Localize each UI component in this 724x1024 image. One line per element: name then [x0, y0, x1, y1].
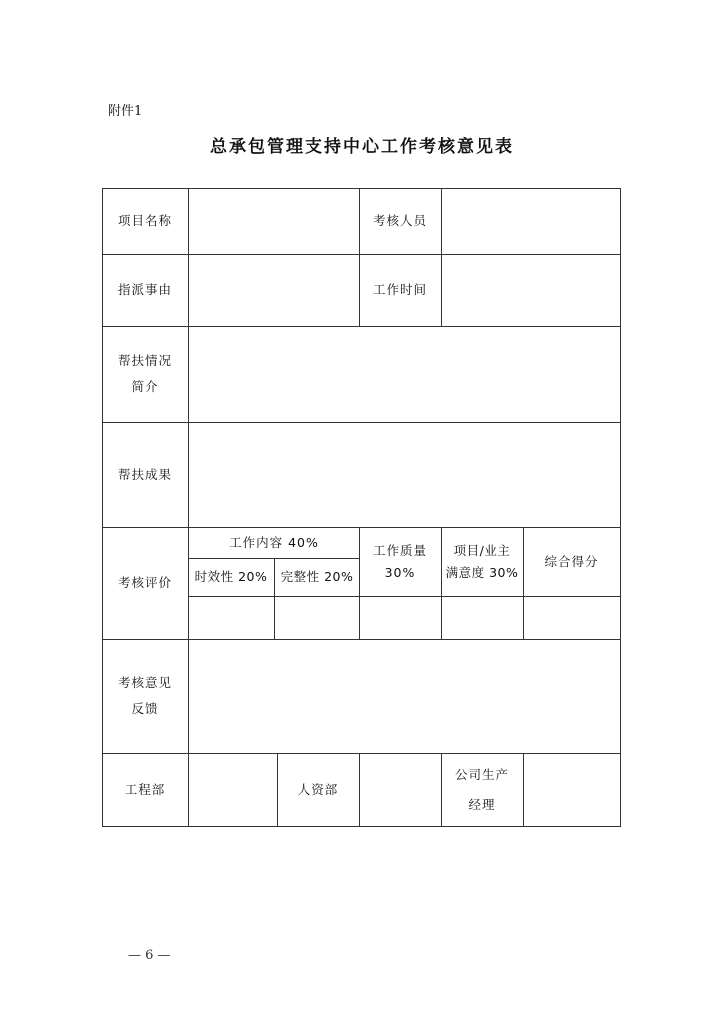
- engineering-dept-signature-field[interactable]: [189, 754, 277, 826]
- completeness-score-field[interactable]: [275, 597, 359, 639]
- page-title: 总承包管理支持中心工作考核意见表: [210, 137, 514, 157]
- assessor-field[interactable]: [442, 189, 620, 254]
- assignment-reason-label: 指派事由: [117, 282, 172, 297]
- engineering-dept-label: 工程部: [124, 781, 166, 797]
- hr-dept-label: 人资部: [297, 781, 339, 797]
- support-summary-label-line2: 简介: [131, 379, 159, 394]
- work-quality-header-line2: 30%: [384, 564, 416, 580]
- timeliness-header: 时效性 20%: [194, 569, 268, 584]
- support-summary-label-line1: 帮扶情况: [117, 353, 172, 368]
- support-results-field[interactable]: [189, 423, 620, 527]
- assessment-form-table: [102, 188, 621, 827]
- support-summary-field[interactable]: [189, 327, 620, 422]
- attachment-label: 附件1: [108, 104, 143, 119]
- satisfaction-header-line1: 项目/业主: [453, 542, 511, 558]
- work-quality-header: [359, 527, 441, 596]
- work-quality-score-field[interactable]: [360, 597, 441, 639]
- feedback-label-line1: 考核意见: [117, 675, 172, 690]
- table-border-right: [620, 188, 621, 827]
- production-manager-signature-field[interactable]: [524, 754, 620, 826]
- feedback-label: [102, 639, 188, 753]
- production-manager-label-line1: 公司生产: [454, 766, 509, 782]
- assessor-label: 考核人员: [372, 213, 427, 228]
- support-summary-label: [102, 326, 188, 422]
- timeliness-score-field[interactable]: [189, 597, 274, 639]
- satisfaction-header-line2: 满意度 30%: [445, 564, 519, 580]
- page-number: — 6 —: [128, 948, 171, 963]
- completeness-header: 完整性 20%: [280, 569, 354, 584]
- work-time-field[interactable]: [442, 255, 620, 326]
- feedback-field[interactable]: [189, 640, 620, 753]
- overall-score-field[interactable]: [524, 597, 620, 639]
- production-manager-label: [441, 753, 523, 826]
- table-border-bottom: [102, 826, 621, 827]
- work-content-header: 工作内容 40%: [229, 534, 319, 550]
- assignment-reason-field[interactable]: [189, 255, 359, 326]
- project-name-label: 项目名称: [117, 213, 172, 228]
- support-results-label: 帮扶成果: [117, 466, 172, 482]
- work-time-label: 工作时间: [372, 282, 427, 297]
- overall-score-header: 综合得分: [544, 553, 599, 569]
- production-manager-label-line2: 经理: [468, 796, 496, 812]
- project-name-field[interactable]: [189, 189, 359, 254]
- satisfaction-header: [441, 527, 523, 596]
- work-quality-header-line1: 工作质量: [372, 542, 427, 558]
- feedback-label-line2: 反馈: [131, 701, 159, 716]
- hr-dept-signature-field[interactable]: [360, 754, 441, 826]
- satisfaction-score-field[interactable]: [442, 597, 523, 639]
- evaluation-label: 考核评价: [117, 575, 172, 590]
